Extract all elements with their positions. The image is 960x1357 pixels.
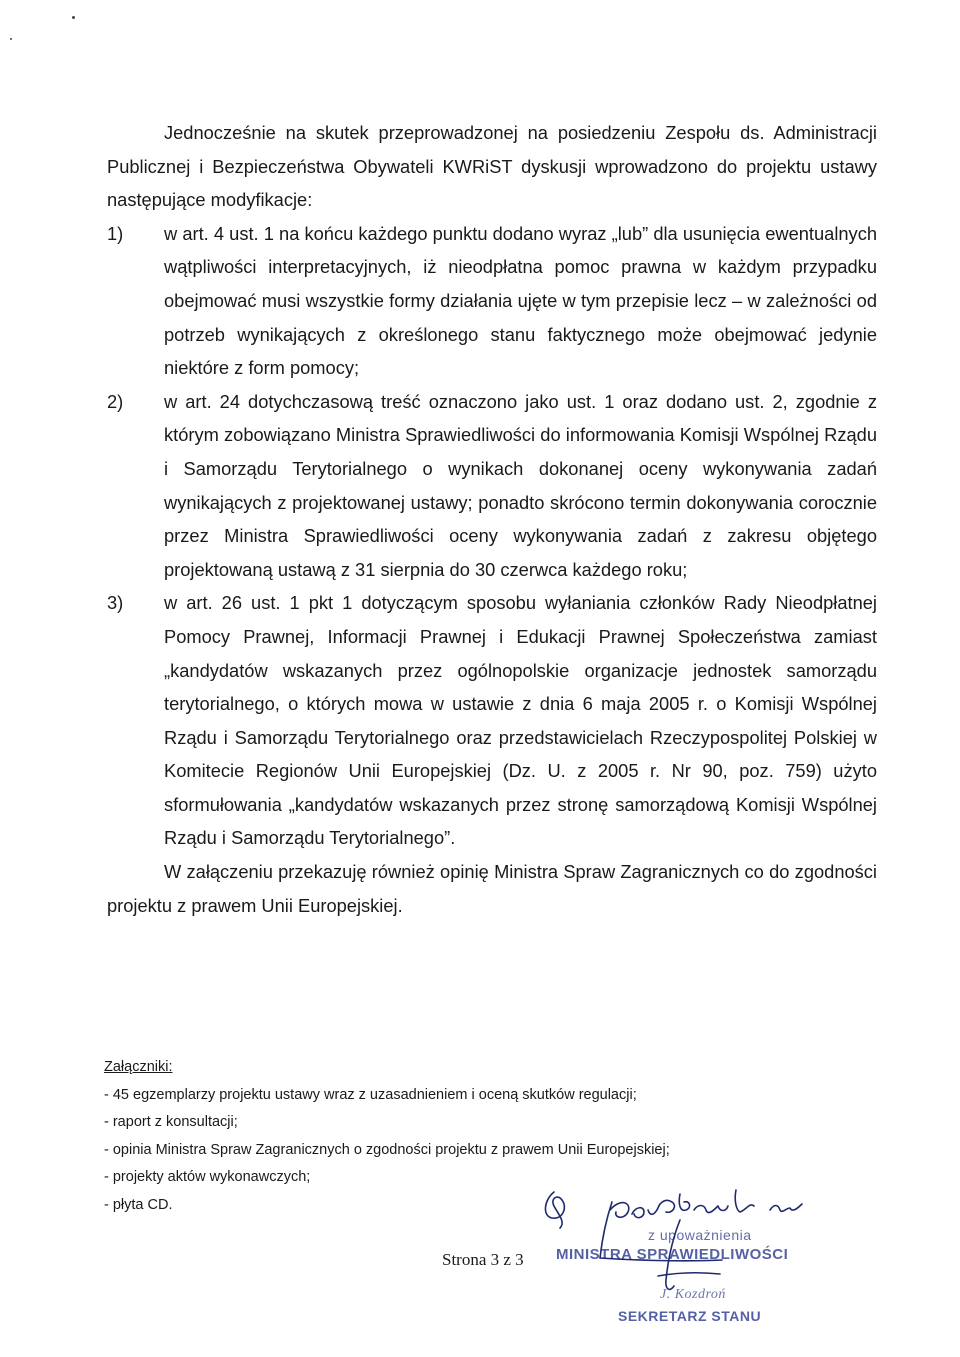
signature-stroke [632,1208,644,1218]
attachments-heading: Załączniki: [104,1059,173,1075]
scan-speck [72,16,75,19]
handwritten-signature [540,1180,840,1330]
signature-stroke [694,1206,728,1213]
attachment-item: - 45 egzemplarzy projektu ustawy wraz z uzasadnieniem i oceną skutków regulacji; [104,1086,637,1103]
modification-item-2 [107,385,877,587]
modification-item-3 [107,586,877,855]
signature-stroke [545,1192,564,1228]
intro-paragraph: Jednocześnie na skutek przeprowadzonej na posiedzeniu Zespołu ds. Administracji Publicznej i Bezpieczeństwa Obywateli KWRiST dyskusji wprowadzono do projektu ustawy następujące modyfikacje: [107,122,877,211]
item-number: 2) [107,390,124,412]
item-text: w art. 24 dotychczasową treść oznaczono jako ust. 1 oraz dodano ust. 2, zgodnie z którym zobowiązano Ministra Sprawiedliwości do informowania Komisji Wspólnej Rządu i Samorządu Terytorialnego o wynikach dokonanej oceny wykonywania zadań wynikających z projektowanej ustawy; ponadto skrócono termin dokonywania corocznie przez Ministra Sprawiedliwości oceny wykonywania zadań z zakresu objętego projektowaną ustawą z 31 sierpnia do 30 czerwca każdego roku; [164,390,877,580]
attachment-item: - płyta CD. [104,1196,173,1213]
item-number: 1) [107,222,124,244]
signature-stroke [610,1203,629,1218]
stamp-role-line: SEKRETARZ STANU [618,1308,762,1324]
signature-stroke [666,1220,680,1289]
signature-stroke [770,1204,802,1211]
official-stamp [540,1180,840,1330]
attachment-item: - opinia Ministra Spraw Zagranicznych o zgodności projektu z prawem Unii Europejskiej; [104,1141,670,1158]
attachment-item: - projekty aktów wykonawczych; [104,1169,311,1185]
item-text: w art. 4 ust. 1 na końcu każdego punktu dodano wyraz „lub” dla usunięcia ewentualnych wątpliwości interpretacyjnych, iż nieodpłatna pomoc prawna w każdym przypadku obejmować musi wszystkie formy działania ujęte w tym przepisie lecz – w zależności od potrzeb wynikających z określonego stanu faktycznego może obejmować jedynie niektóre z form pomocy; [164,222,877,379]
item-text: w art. 26 ust. 1 pkt 1 dotyczącym sposobu wyłaniania członków Rady Nieodpłatnej Pomocy Prawnej, Informacji Prawnej i Edukacji Prawnej Społeczeństwa zamiast „kandydatów wskazanych przez ogólnopolskie organizacje jednostek samorządu terytorialnego, o których mowa w ustawie z dnia 6 maja 2005 r. o Komisji Wspólnej Rządu i Samorządu Terytorialnego oraz przedstawicielach Rzeczypospolitej Polskiej w Komitecie Regionów Unii Europejskiej (Dz. U. z 2005 r. Nr 90, poz. 759) użyto sformułowania „kandydatów wskazanych przez stronę samorządową Komisji Wspólnej Rządu i Samorządu Terytorialnego”. [164,592,877,849]
attachment-item: - raport z konsultacji; [104,1114,238,1130]
scan-speck [10,38,12,40]
signature-stroke [735,1190,754,1212]
signature-stroke [679,1194,689,1210]
signature-stroke [648,1200,674,1214]
item-number: 3) [107,592,124,614]
letter-body [107,116,877,922]
stamp-authorization-line: z upoważnienia [648,1227,752,1243]
modification-item-1 [107,217,877,385]
signature-stroke [600,1258,722,1261]
page-number: Strona 3 z 3 [442,1250,524,1269]
closing-paragraph: W załączeniu przekazuję również opinię Ministra Spraw Zagranicznych co do zgodności projektu z prawem Unii Europejskiej. [107,861,877,916]
stamp-ministry-line: MINISTRA SPRAWIEDLIWOŚCI [556,1246,789,1263]
stamp-name-line: J. Kozdroń [660,1287,726,1302]
